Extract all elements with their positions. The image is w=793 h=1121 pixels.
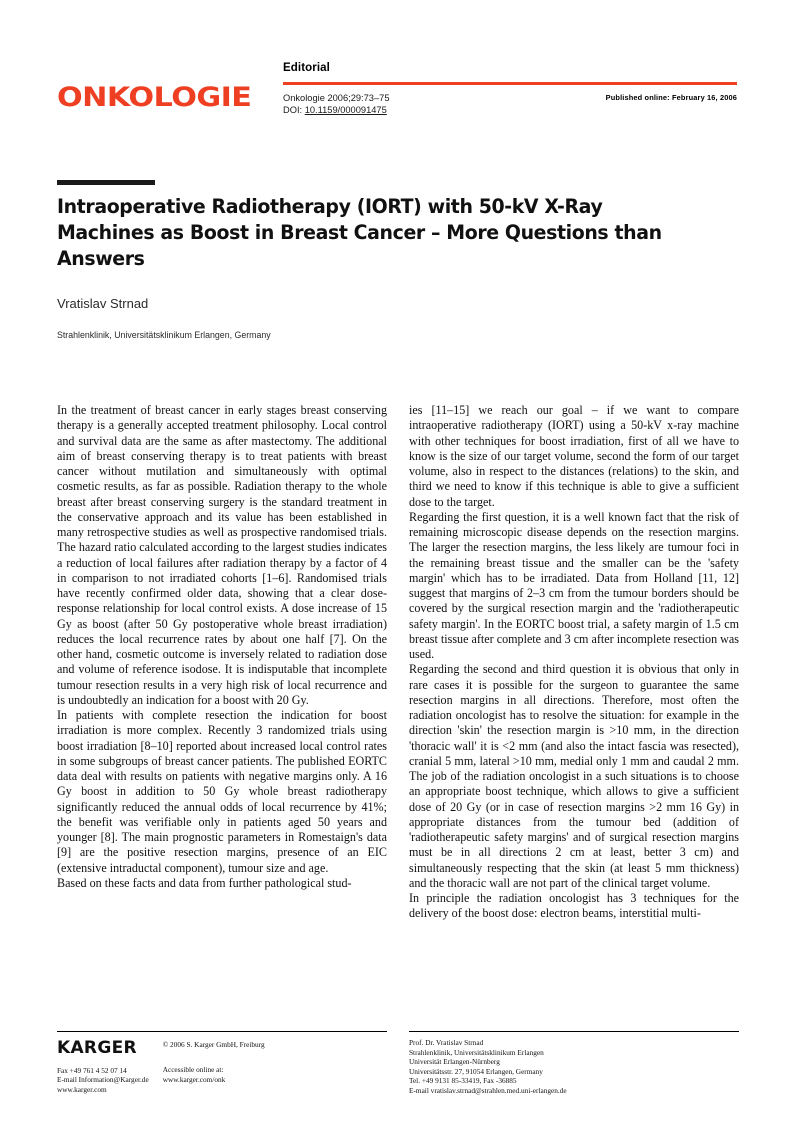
paragraph: Regarding the first question, it is a well known fact that the risk of remaining microscopic disease depends on the resection margins. The larger the resection margins, the less likely are tumour foci in the remaining breast tissue and the smaller can be the 'safety margin' which has to be irradiated. Data from Holland [11, 12] suggest that margins of 2–3 cm from the tumour borders should be covered by the surgical resection margin and the 'radiotherapeutic safety margin'. In the EORTC boost trial, a safety margin of 1.5 cm breast tissue after complete and 3 cm after incomplete resection was used.: [409, 509, 739, 661]
doi-link[interactable]: 10.1159/000091475: [304, 105, 387, 115]
citation-row: [283, 92, 737, 117]
publisher-fax: Fax +49 761 4 52 07 14: [57, 1066, 127, 1075]
journal-logo: ONKOLOGIE: [57, 82, 252, 113]
paragraph: Regarding the second and third question it is obvious that only in rare cases it is possible for the surgeon to guarantee the same resection margins in all directions. Therefore, most often the radiation oncologist has to resolve the situation: for example in the direction 'skin' the resection margin is >10 mm, in the direction 'thoracic wall' it is <2 mm (and also the intact fascia was resected), cranial 5 mm, lateral >10 mm, medial only 1 mm and caudal 2 mm. The job of the radiation oncologist in a such situations is to choose an appropriate boost technique, which allows to give a sufficient dose of 20 Gy (or in case of resection margins >2 mm 16 Gy) in appropriate distances from the tumour bed (addition of 'radiotherapeutic safety margins' and of surgical resection margins must be in all directions 2 cm at least, better 3 cm) and simultaneously respecting that the skin (at least 5 mm thickness) and the thoracic wall are not part of the clinical target volume.: [409, 662, 739, 890]
publisher-logo: KARGER: [57, 1038, 137, 1058]
correspondence-line: Strahlenklinik, Universitätsklinikum Erlangen: [409, 1047, 544, 1057]
citation-block: [283, 92, 390, 117]
footer-correspondence: [409, 1031, 739, 1096]
citation-line: Onkologie 2006;29:73–75: [283, 92, 390, 103]
correspondence-line: Tel. +49 9131 85-33419, Fax -36885: [409, 1076, 517, 1086]
author-affiliation: Strahlenklinik, Universitätsklinikum Erlangen, Germany: [57, 330, 271, 340]
masthead: [57, 62, 737, 137]
correspondence-block: [409, 1038, 739, 1096]
correspondence-line: Universitätsstr. 27, 91054 Erlangen, Germany: [409, 1066, 543, 1076]
footer-divider: [57, 1031, 387, 1032]
paragraph: Based on these facts and data from further pathological stud-: [57, 875, 352, 890]
accessible-online-url[interactable]: www.karger.com/onk: [162, 1074, 226, 1084]
section-label: Editorial: [283, 62, 330, 74]
paragraph: In principle the radiation oncologist has 3 techniques for the delivery of the boost dose: electron beams, interstitial multi-: [409, 891, 739, 921]
body-columns: [57, 403, 739, 922]
footer-publisher: [57, 1031, 387, 1096]
publisher-email[interactable]: E-mail Information@Karger.de: [57, 1075, 149, 1085]
copyright-notice: © 2006 S. Karger GmbH, Freiburg: [162, 1040, 265, 1049]
accessible-online-label: Accessible online at:: [162, 1065, 224, 1075]
masthead-right: [283, 62, 737, 117]
author-name: Vratislav Strnad: [57, 296, 149, 311]
paragraph: ies [11–15] we reach our goal – if we want to compare intraoperative radiotherapy (IORT) using a 50-kV x-ray machine with other techniques for boost irradiation, first of all we have to know is the size of our target volume, second the form of our target volume, also in respect to the distances (relations) to the skin, and third we need to know if this technique is able to give a sufficient dose to the target.: [409, 403, 739, 509]
correspondence-line[interactable]: E-mail vratislav.strnad@strahlen.med.uni-erlangen.de: [409, 1085, 567, 1095]
publisher-contact: [57, 1066, 149, 1094]
doi-line: [283, 104, 390, 117]
title-accent-bar: [57, 180, 155, 185]
paragraph: In patients with complete resection the indication for boost irradiation is more complex. Recently 3 randomized trials using boost irradiation [8–10] reported about increased local control rates in some subgroups of breast cancer patients. The published EORTC data deal with results on patients with negative margins only. A 16 Gy boost in addition to 50 Gy whole breast radiotherapy significantly reduced the annual odds of local recurrence by 41%; the benefit was verifiable only in patients aged 50 years and younger [8]. The main prognostic parameters in Romestaign's data [9] are the positive resection margins, presence of an EIC (extensive intraductal component), tumour size and age.: [57, 708, 387, 875]
footer-divider: [409, 1031, 739, 1032]
accent-rule: [283, 82, 737, 85]
column-right: [409, 403, 739, 922]
correspondence-line: Prof. Dr. Vratislav Strnad: [409, 1038, 484, 1047]
doi-label: DOI:: [283, 105, 303, 115]
page-title: Intraoperative Radiotherapy (IORT) with 50-kV X-Ray Machines as Boost in Breast Cancer – More Questions than Answers: [57, 195, 662, 270]
publisher-meta: [163, 1038, 265, 1094]
paragraph: In the treatment of breast cancer in early stages breast conserving therapy is a generally accepted treatment philosophy. Local control and survival data are the same as after mastectomy. The additional aim of breast conserving therapy is to treat patients with breast cancer without mutilation and simultaneously with optimal cosmetic results, as far as possible. Radiation therapy to the whole breast after breast conserving surgery is the standard treatment in the conservative approach and its value has been established in many retrospective studies as well as prospective randomised trials. The hazard ratio calculated according to the largest studies indicates a reduction of local failures after radiation therapy by a factor of 4 in comparison to not irradiated cohorts [1–6]. Randomised trials have recently confirmed older data, showing that a clear dose-response relationship for local control exists. A dose increase of 15 Gy as boost (after 50 Gy postoperative whole breast irradiation) reduces the local recurrence rates by about one half [7]. On the other hand, cosmetic outcome is inversely related to radiation dose and volume of reference isodose. It is indisputable that incomplete tumour resection results in a very high risk of local recurrence and is undoubtedly an indication for a boost with 20 Gy.: [57, 403, 387, 707]
page-footer: [57, 1031, 739, 1096]
published-online: Published online: February 16, 2006: [605, 92, 737, 102]
correspondence-line: Universität Erlangen-Nürnberg: [409, 1057, 500, 1067]
publisher-website[interactable]: www.karger.com: [57, 1084, 107, 1094]
column-left: [57, 403, 387, 922]
